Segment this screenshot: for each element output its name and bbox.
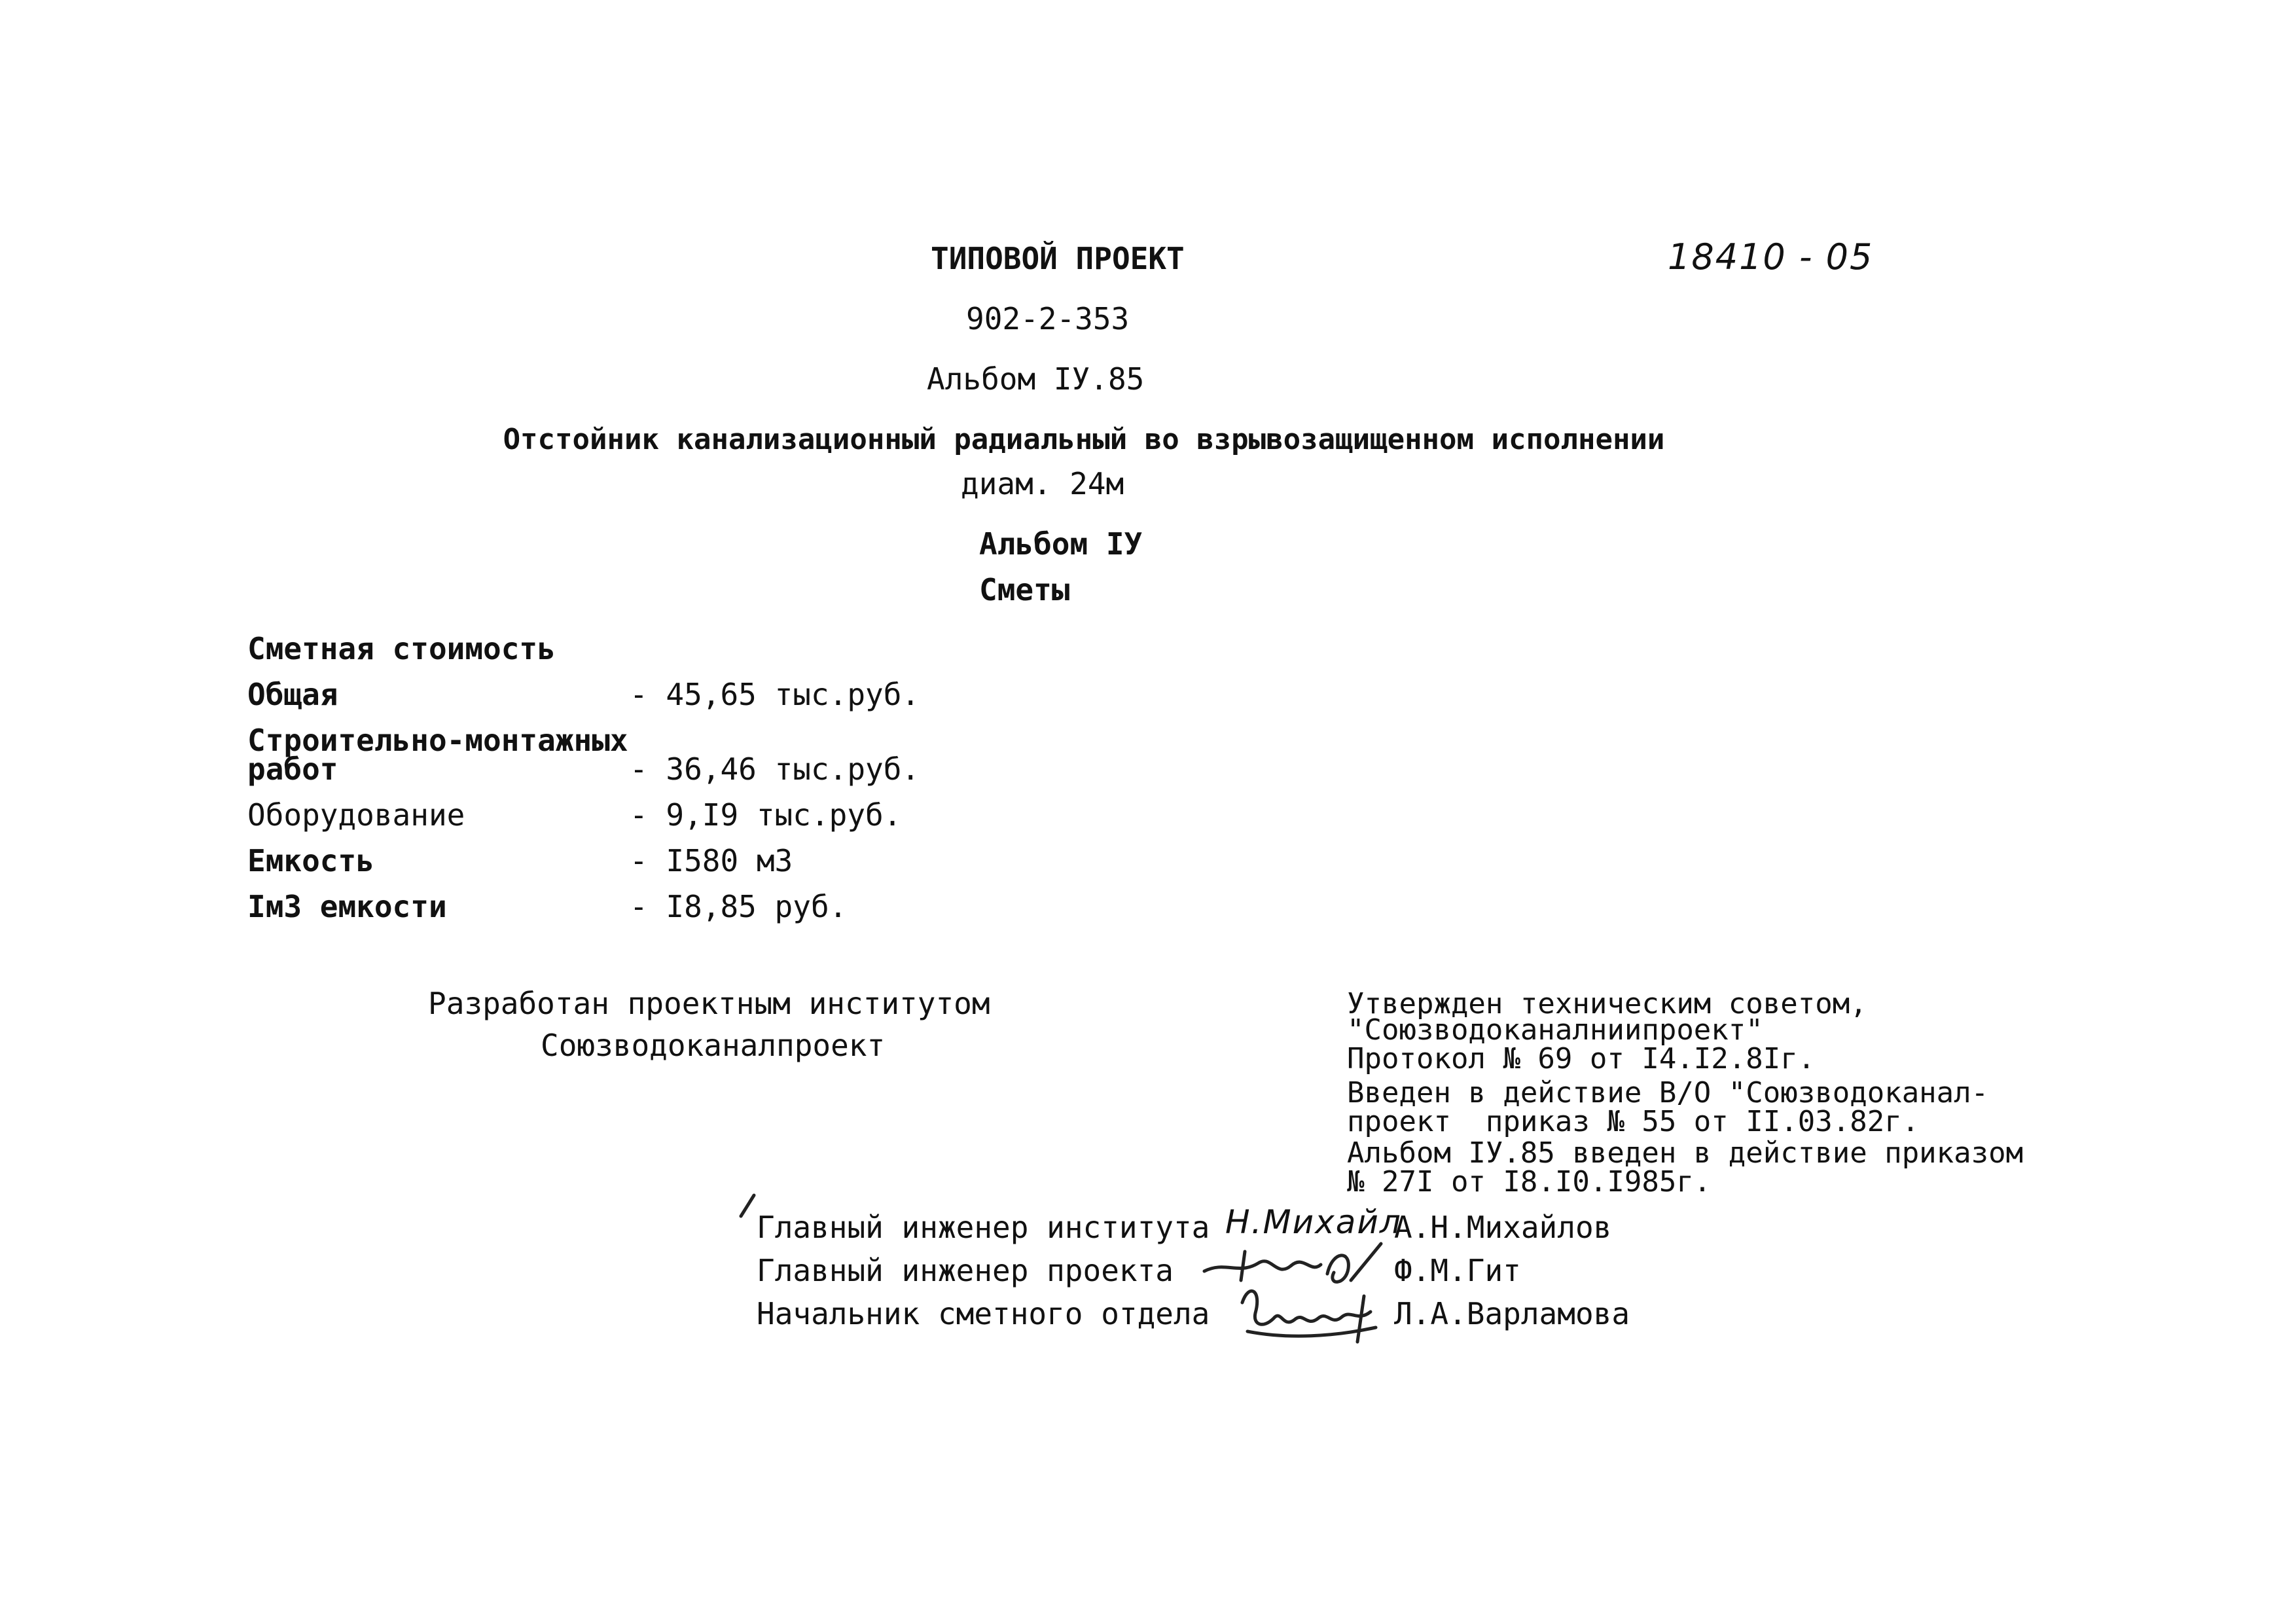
cost-label-per-m3: Iм3 емкости	[247, 889, 447, 924]
approval-line: Альбом IУ.85 введен в действие приказом	[1347, 1136, 2024, 1170]
developer-line2: Союзводоканалпроект	[541, 1028, 886, 1063]
album-edition: Альбом IУ.85	[927, 361, 1145, 397]
cost-value-per-m3: - I8,85 руб.	[630, 889, 848, 924]
cost-label-equipment: Оборудование	[247, 797, 465, 833]
signature-role-chief-engineer-project: Главный инженер проекта	[757, 1253, 1174, 1288]
tick-mark-icon	[738, 1193, 758, 1219]
approval-line: Протокол № 69 от I4.I2.8Iг.	[1347, 1042, 1816, 1075]
approval-line: проект приказ № 55 от II.03.82г.	[1347, 1105, 1920, 1138]
signature-name-chief-engineer-institute: А.Н.Михайлов	[1394, 1210, 1612, 1245]
signature-name-chief-engineer-project: Ф.М.Гит	[1394, 1253, 1521, 1288]
signature-name-head-estimates: Л.А.Варламова	[1394, 1296, 1630, 1331]
inventory-number: 18410 - 05	[1668, 236, 1874, 278]
cost-label-total: Общая	[247, 677, 338, 712]
cost-heading: Сметная стоимость	[247, 631, 556, 666]
signature-head-estimates	[1236, 1276, 1393, 1348]
section-name: Сметы	[979, 572, 1070, 607]
document-title-diameter: диам. 24м	[961, 466, 1124, 501]
developer-line1: Разработан проектным институтом	[428, 986, 990, 1021]
cost-value-total: - 45,65 тыс.руб.	[630, 677, 920, 712]
cost-value-capacity: - I580 м3	[630, 843, 793, 878]
cost-value-equipment: - 9,I9 тыс.руб.	[630, 797, 902, 833]
approval-line: № 27I от I8.I0.I985г.	[1347, 1165, 1712, 1199]
signature-role-head-estimates: Начальник сметного отдела	[757, 1296, 1210, 1331]
project-type: ТИПОВОЙ ПРОЕКТ	[931, 241, 1185, 276]
approval-line: "Союзводоканалниипроект"	[1347, 1013, 1763, 1047]
signature-role-chief-engineer-institute: Главный инженер института	[757, 1210, 1210, 1245]
project-code: 902-2-353	[966, 301, 1130, 336]
album-name: Альбом IУ	[979, 526, 1143, 562]
approval-line: Утвержден техническим советом,	[1347, 987, 1867, 1020]
document-title: Отстойник канализационный радиальный во взрывозащищенном исполнении	[503, 423, 1665, 456]
cost-label-construction: Строительно-монтажных	[247, 723, 628, 758]
approval-line: Введен в действие В/О "Союзводоканал-	[1347, 1076, 1989, 1110]
cost-label-capacity: Емкость	[247, 843, 374, 878]
cost-label-construction-2: работ	[247, 751, 338, 787]
signature-handwriting: Н.Михайл	[1225, 1203, 1402, 1241]
cost-value-construction: - 36,46 тыс.руб.	[630, 751, 920, 787]
